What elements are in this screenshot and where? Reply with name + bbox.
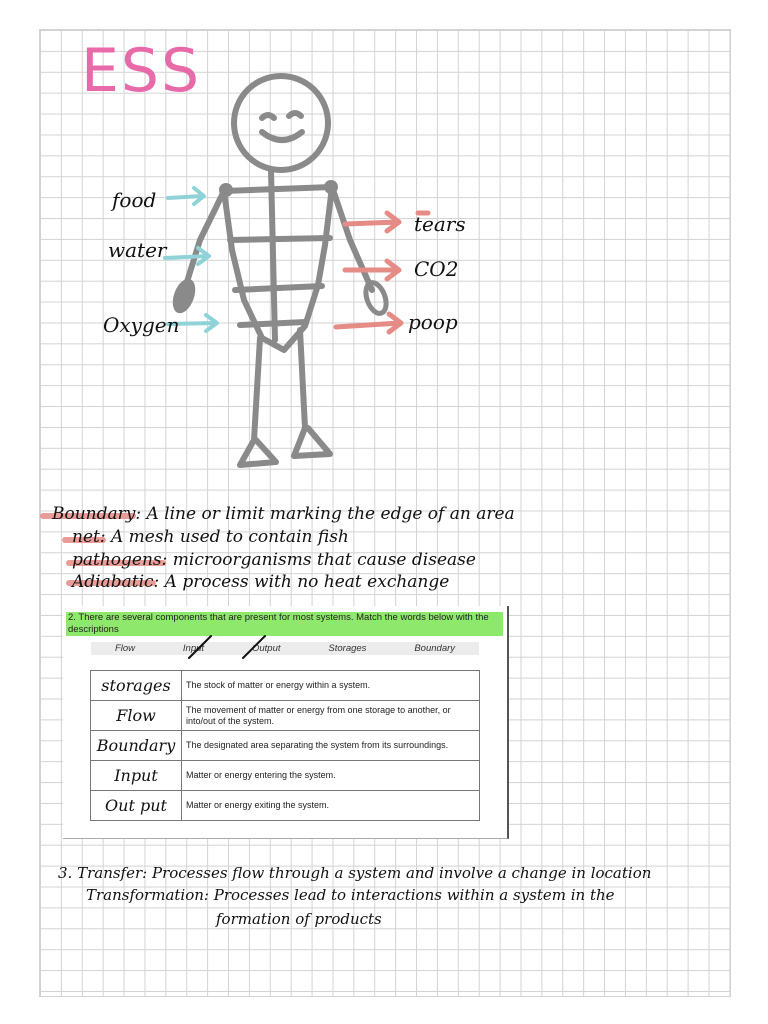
- input-tick-icon: [189, 636, 211, 658]
- figure-right-hand: [362, 280, 390, 316]
- note3-line2: Transformation: Processes lead to interactions within a system in the: [86, 886, 615, 904]
- description-cell: The movement of matter or energy from one storage to another, or into/out of the system.: [182, 701, 480, 731]
- figure-torso-lines: [230, 238, 330, 325]
- matching-table: [90, 670, 480, 821]
- worksheet-question: 2. There are several components that are present for most systems. Match the words below with the descriptions: [66, 612, 503, 636]
- answer-cell: storages: [91, 671, 182, 701]
- answer-cell: Input: [91, 761, 182, 791]
- output-label-co2: CO2: [414, 257, 459, 281]
- answer-cell: Boundary: [91, 731, 182, 761]
- figure-eyes: [262, 113, 301, 118]
- figure-right-leg: [294, 330, 330, 456]
- water-arrow-icon: [165, 248, 209, 264]
- output-label-poop: poop: [408, 310, 458, 334]
- table-row: [91, 791, 480, 821]
- figure-spine: [271, 170, 275, 340]
- answer-cell: Flow: [91, 701, 182, 731]
- output-label-tears: tears: [414, 212, 466, 236]
- tears-arrow-icon: [345, 213, 399, 231]
- input-label-water: water: [108, 238, 167, 262]
- description-cell: Matter or energy entering the system.: [182, 761, 480, 791]
- answer-cell: Out put: [91, 791, 182, 821]
- page-title: ESS: [81, 36, 202, 106]
- figure-smile: [262, 132, 302, 140]
- input-label-food: food: [112, 188, 157, 212]
- note3-line3: formation of products: [216, 910, 382, 928]
- table-row: [91, 761, 480, 791]
- figure-left-hand: [168, 276, 199, 317]
- word-output: Output: [251, 643, 281, 654]
- note3-line1: 3. Transfer: Processes flow through a system and involve a change in location: [58, 864, 652, 882]
- table-row: [91, 731, 480, 761]
- figure-left-leg: [240, 338, 276, 465]
- word-storages: Storages: [328, 643, 367, 654]
- figure-left-arm: [186, 191, 224, 285]
- figure-right-shoulder: [324, 180, 338, 194]
- figure-left-shoulder: [219, 183, 233, 197]
- description-cell: The stock of matter or energy within a system.: [182, 671, 480, 701]
- input-label-oxygen: Oxygen: [103, 313, 180, 337]
- description-cell: Matter or energy exiting the system.: [182, 791, 480, 821]
- definition-pathogens: pathogens: microorganisms that cause disease: [72, 550, 476, 570]
- co2-arrow-icon: [345, 261, 399, 279]
- definition-adiabatic: Adiabatic: A process with no heat exchange: [72, 572, 450, 592]
- poop-arrow-icon: [336, 314, 401, 332]
- output-tick-icon: [243, 636, 265, 658]
- table-row: [91, 671, 480, 701]
- table-row: [91, 701, 480, 731]
- figure-right-arm: [332, 187, 372, 290]
- definition-boundary: Boundary: A line or limit marking the edge of an area: [52, 504, 515, 524]
- word-input: Input: [182, 643, 205, 654]
- word-boundary: Boundary: [414, 643, 456, 654]
- figure-head: [234, 76, 328, 170]
- definition-net: net: A mesh used to contain fish: [72, 527, 349, 547]
- worksheet-screenshot: [63, 606, 509, 839]
- description-cell: The designated area separating the system from its surroundings.: [182, 731, 480, 761]
- food-arrow-icon: [168, 188, 204, 204]
- word-flow: Flow: [114, 643, 136, 654]
